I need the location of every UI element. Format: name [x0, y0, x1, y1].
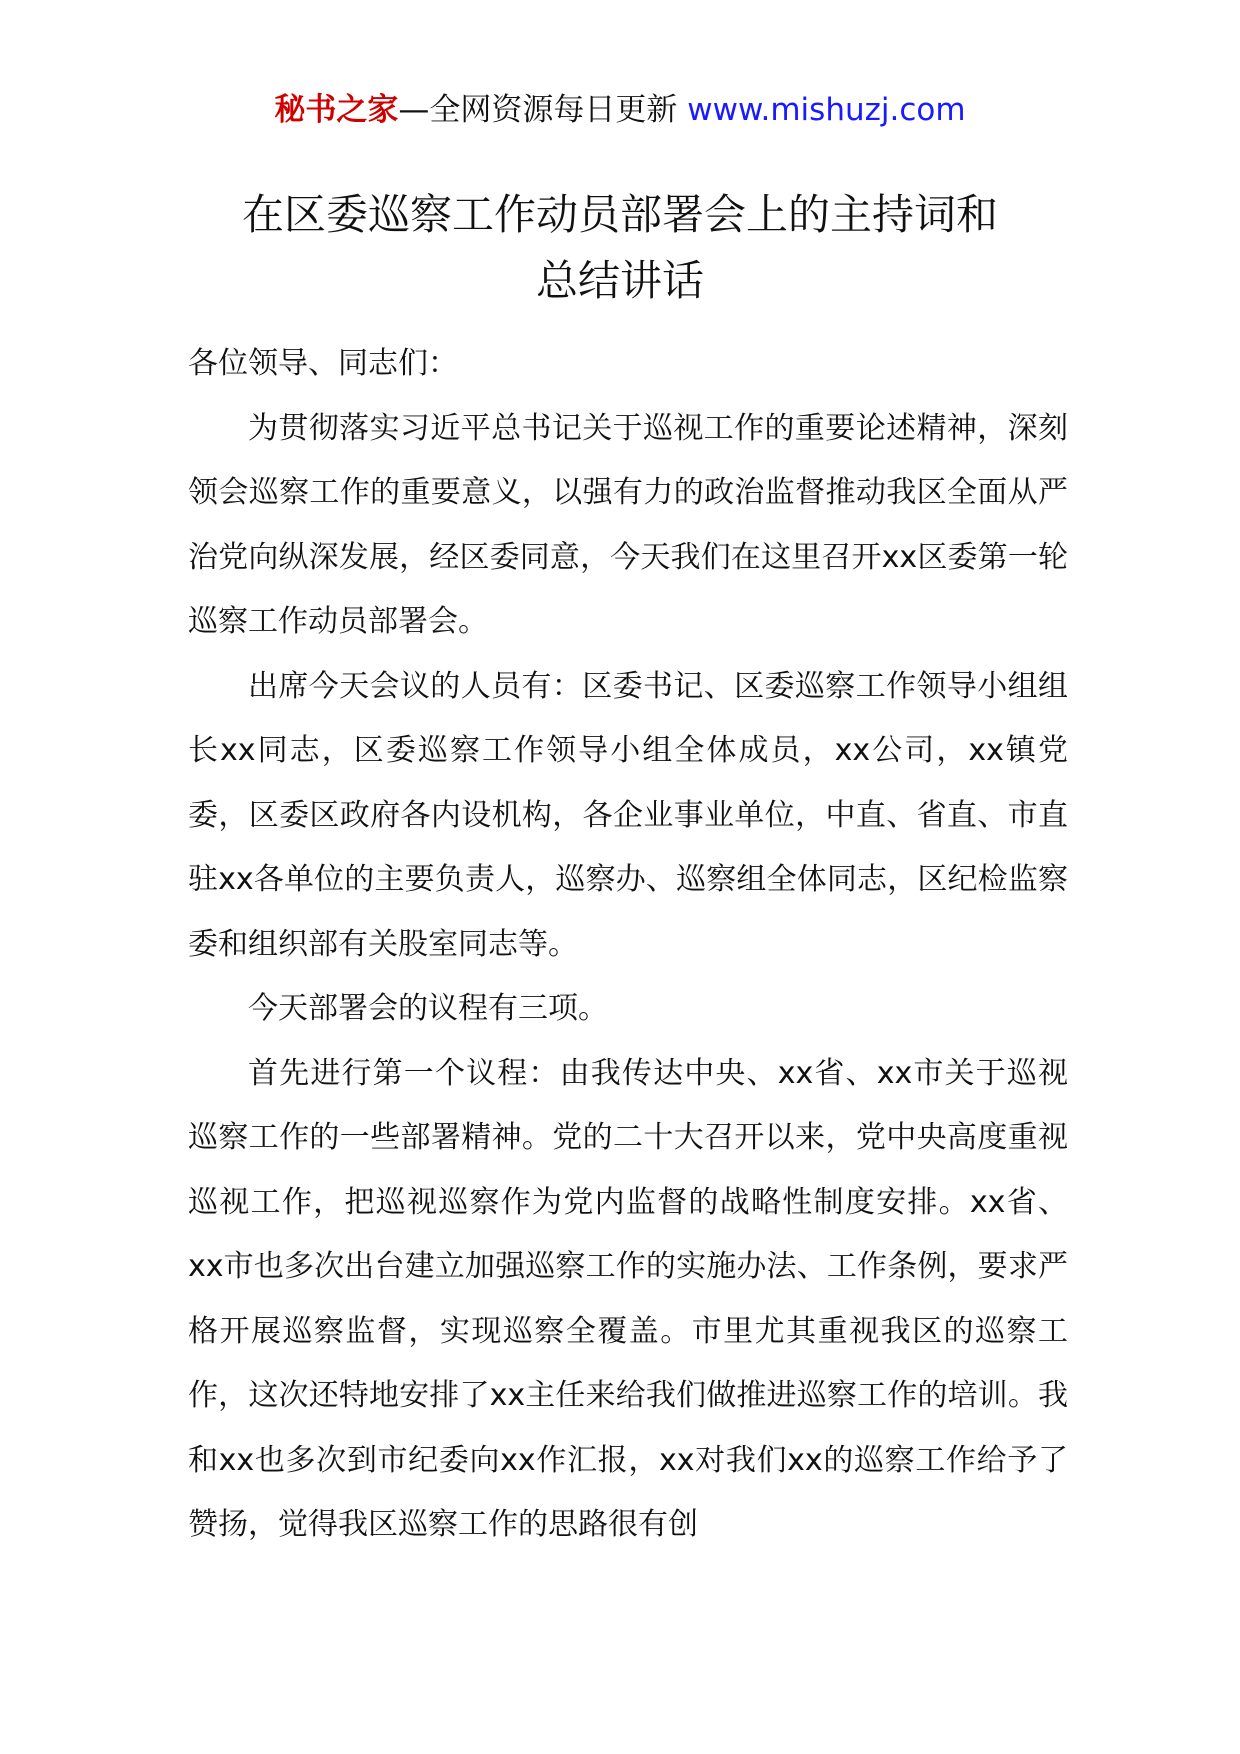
- paragraph-first-item: 首先进行第一个议程：由我传达中央、xx省、xx市关于巡视巡察工作的一些部署精神。党的二十大召开以来，党中央高度重视巡视工作，把巡视巡察作为党内监督的战略性制度安排。xx省、xx市也多次出台建立加强巡察工作的实施办法、工作条例，要求严格开展巡察监督，实现巡察全覆盖。市里尤其重视我区的巡察工作，这次还特地安排了xx主任来给我们做推进巡察工作的培训。我和xx也多次到市纪委向xx作汇报，xx对我们xx的巡察工作给予了赞扬，觉得我区巡察工作的思路很有创: [188, 1055, 1068, 1542]
- paragraph-agenda: 今天部署会的议程有三项。: [248, 991, 608, 1026]
- paragraph-attendees: 出席今天会议的人员有：区委书记、区委巡察工作领导小组组长xx同志，区委巡察工作领导小组全体成员，xx公司，xx镇党委，区委区政府各内设机构，各企业事业单位，中直、省直、市直驻xx各单位的主要负责人，巡察办、巡察组全体同志，区纪检监察委和组织部有关股室同志等。: [188, 668, 1068, 962]
- site-banner: [0, 88, 1240, 132]
- title-line-2: 总结讲话: [535, 256, 704, 305]
- salutation: 各位领导、同志们：: [188, 346, 458, 381]
- banner-url[interactable]: www.mishuzj.com: [687, 92, 966, 128]
- document-body: [188, 332, 1068, 1558]
- banner-tagline: —全网资源每日更新: [398, 92, 688, 128]
- title-line-1: 在区委巡察工作动员部署会上的主持词和: [241, 190, 998, 239]
- paragraph-purpose: 为贯彻落实习近平总书记关于巡视工作的重要论述精神，深刻领会巡察工作的重要意义，以强有力的政治监督推动我区全面从严治党向纵深发展，经区委同意，今天我们在这里召开xx区委第一轮巡察工作动员部署会。: [188, 410, 1068, 639]
- document-title: [180, 182, 1060, 314]
- brand-name: 秘书之家: [274, 92, 399, 128]
